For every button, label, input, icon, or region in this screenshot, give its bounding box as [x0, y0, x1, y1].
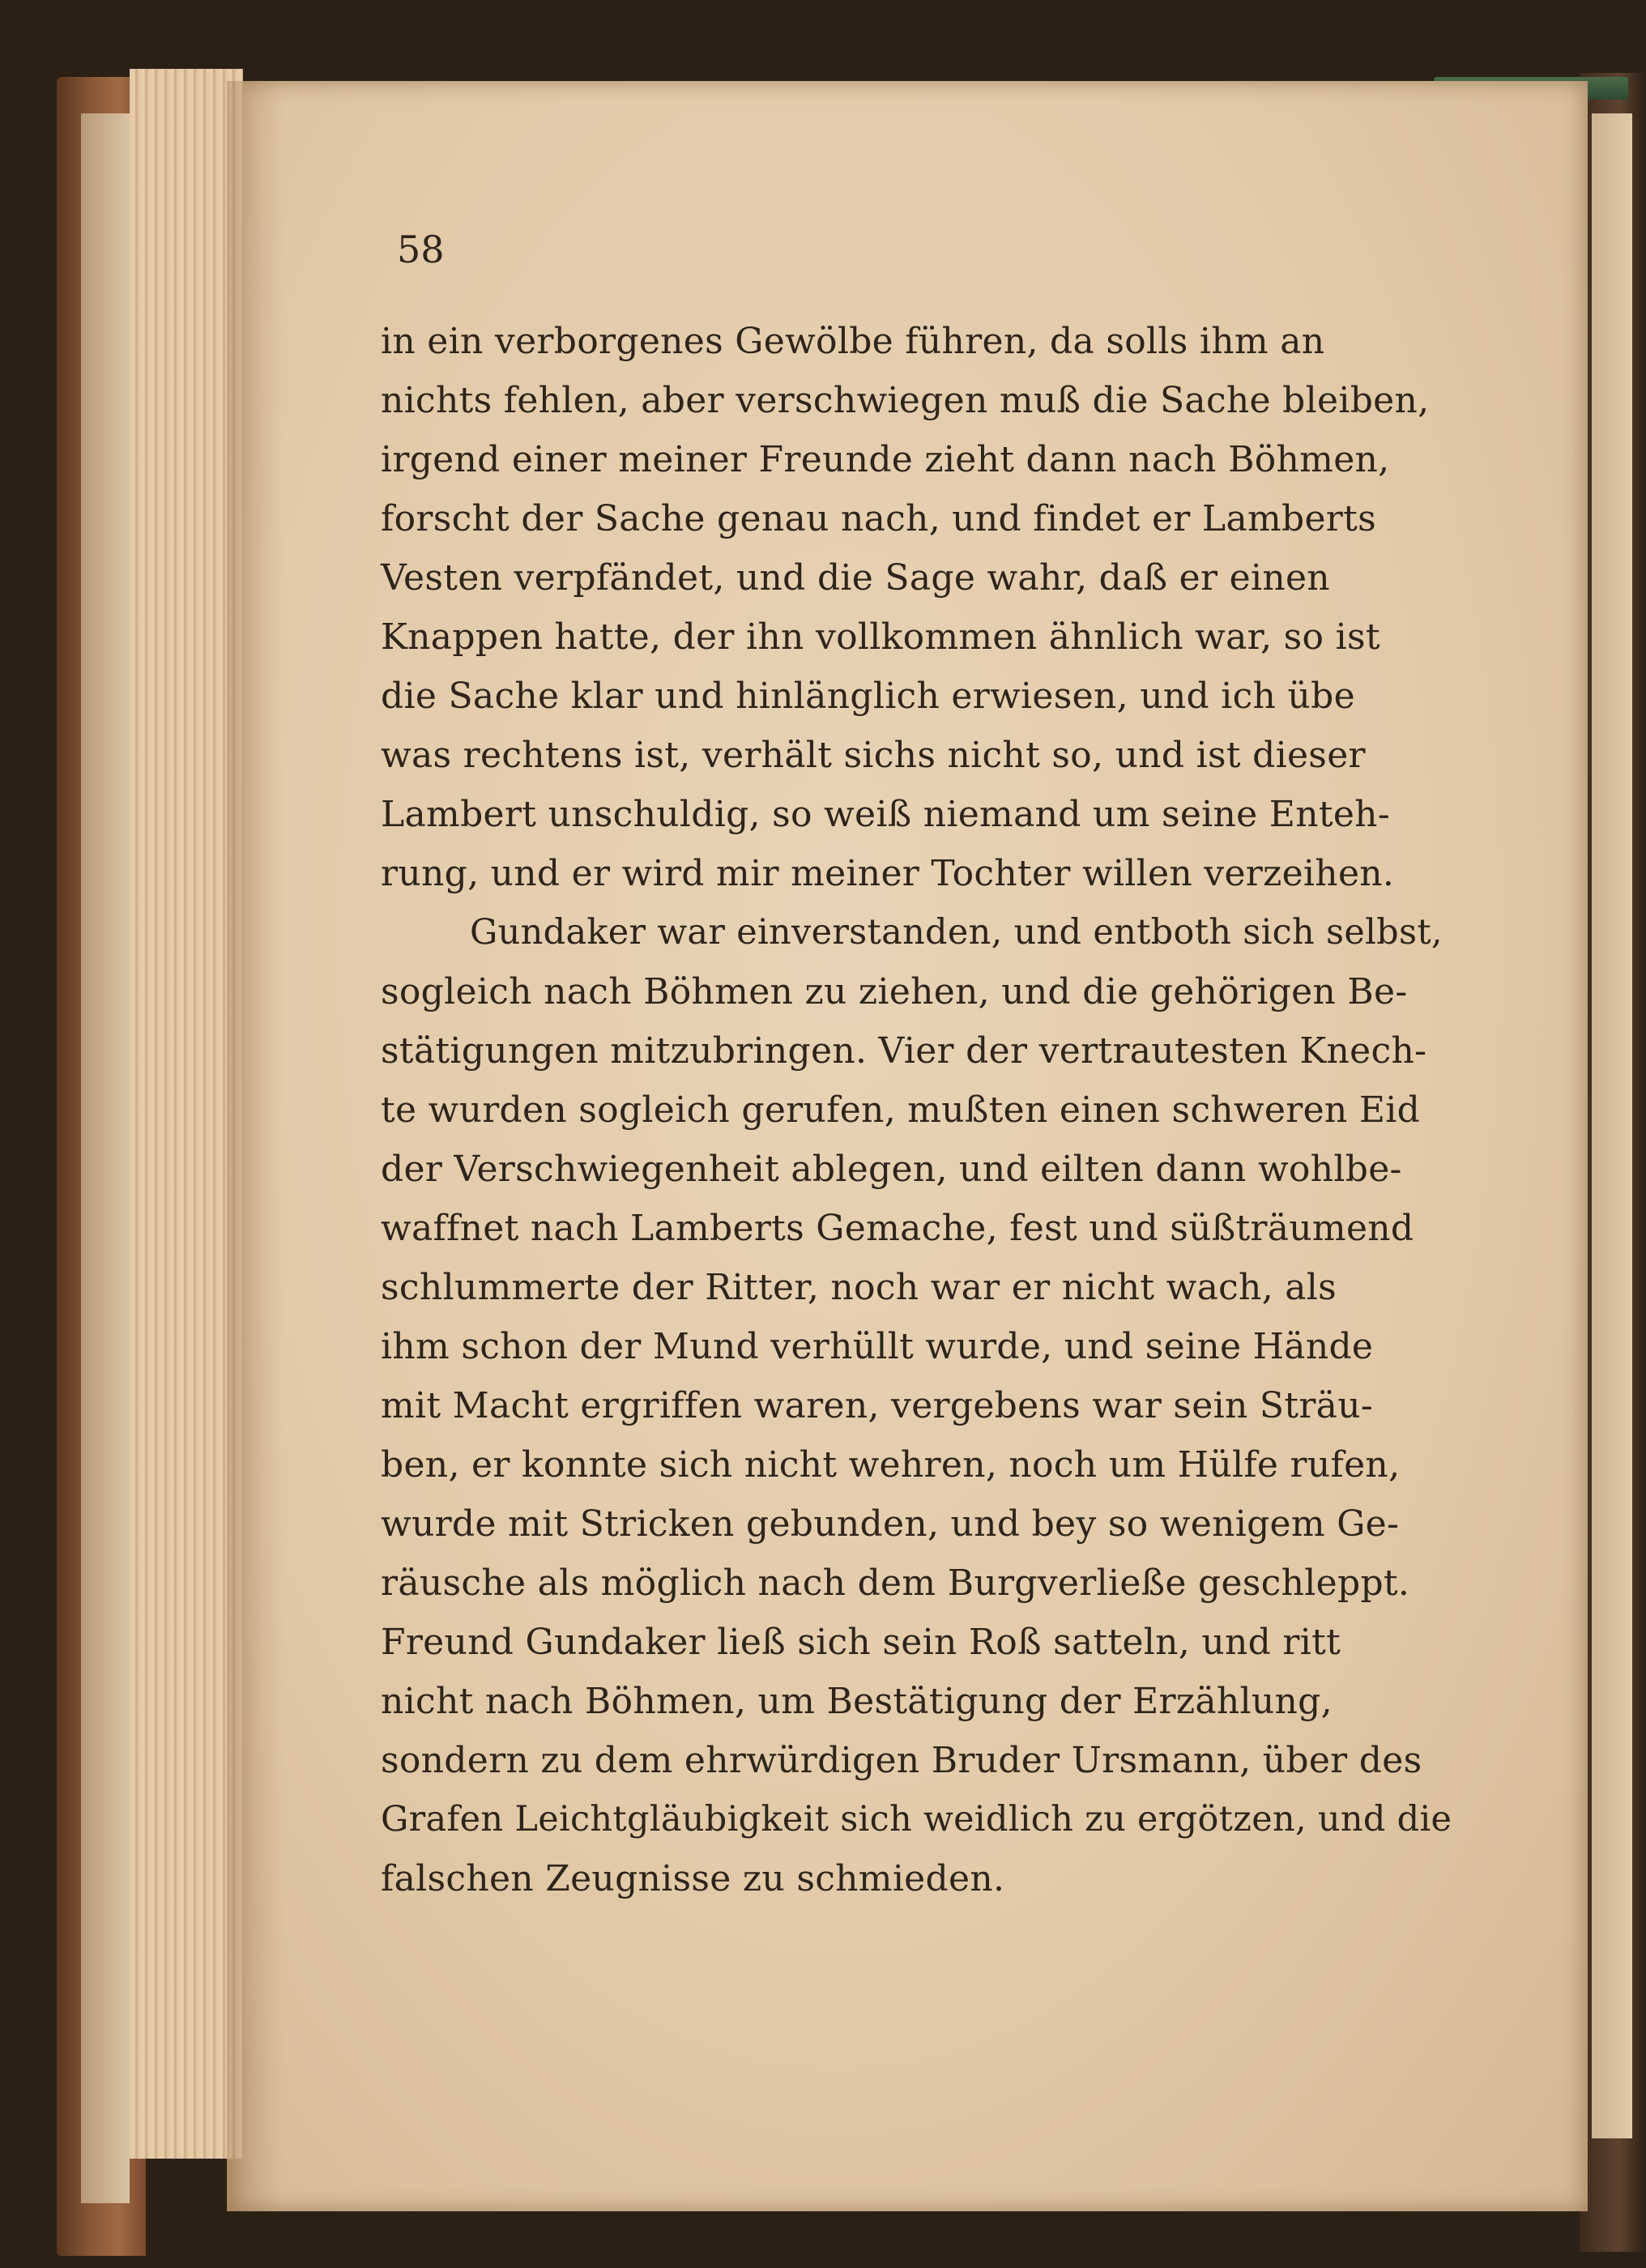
right-page-edge: [1592, 113, 1632, 2138]
text-line: in ein verborgenes Gewölbe führen, da solls ihm an: [381, 321, 1325, 362]
text-line: nicht nach Böhmen, um Bestätigung der Erzählung,: [381, 1681, 1333, 1722]
text-line: falschen Zeugnisse zu schmieden.: [381, 1858, 1005, 1899]
text-line: irgend einer meiner Freunde zieht dann nach Böhmen,: [381, 439, 1390, 480]
text-line: der Verschwiegenheit ablegen, und eilten dann wohlbe-: [381, 1149, 1402, 1190]
text-line: ben, er konnte sich nicht wehren, noch um Hülfe rufen,: [381, 1444, 1401, 1486]
text-line: sondern zu dem ehrwürdigen Bruder Ursmann, über des: [381, 1740, 1422, 1781]
gutter-shadow: [227, 81, 284, 2211]
text-line: forscht der Sache genau nach, und findet er Lamberts: [381, 498, 1376, 539]
text-line: schlummerte der Ritter, noch war er nicht wach, als: [381, 1267, 1337, 1308]
text-line: mit Macht ergriffen waren, vergebens war sein Sträu-: [381, 1385, 1374, 1426]
text-line: wurde mit Stricken gebunden, und bey so wenigem Ge-: [381, 1503, 1400, 1545]
text-line: die Sache klar und hinlänglich erwiesen, und ich übe: [381, 676, 1355, 717]
page-stack-edges: [130, 69, 243, 2159]
text-line: Freund Gundaker ließ sich sein Roß satteln, und ritt: [381, 1622, 1341, 1663]
text-line: Vesten verpfändet, und die Sage wahr, daß er einen: [381, 557, 1330, 599]
text-line: was rechtens ist, verhält sichs nicht so, und ist dieser: [381, 735, 1366, 776]
body-text: [381, 312, 1458, 1908]
text-line: sogleich nach Böhmen zu ziehen, und die gehörigen Be-: [381, 971, 1408, 1013]
text-line: te wurden sogleich gerufen, mußten einen schweren Eid: [381, 1089, 1421, 1131]
text-line: nichts fehlen, aber verschwiegen muß die Sache bleiben,: [381, 380, 1430, 421]
text-line: räusche als möglich nach dem Burgverließe geschleppt.: [381, 1562, 1410, 1604]
text-line: Lambert unschuldig, so weiß niemand um seine Enteh-: [381, 794, 1390, 835]
text-line: waffnet nach Lamberts Gemache, fest und süßträumend: [381, 1208, 1414, 1249]
text-line: Gundaker war einverstanden, und entboth sich selbst,: [470, 912, 1443, 953]
text-line: rung, und er wird mir meiner Tochter willen verzeihen.: [381, 853, 1395, 894]
text-line: ihm schon der Mund verhüllt wurde, und seine Hände: [381, 1326, 1374, 1367]
page-number: 58: [397, 228, 445, 271]
left-endpaper: [81, 113, 130, 2203]
text-line: Knappen hatte, der ihn vollkommen ähnlich war, so ist: [381, 616, 1380, 658]
text-line: stätigungen mitzubringen. Vier der vertrautesten Knech-: [381, 1030, 1427, 1072]
text-line: Grafen Leichtgläubigkeit sich weidlich zu ergötzen, und die: [381, 1799, 1452, 1840]
